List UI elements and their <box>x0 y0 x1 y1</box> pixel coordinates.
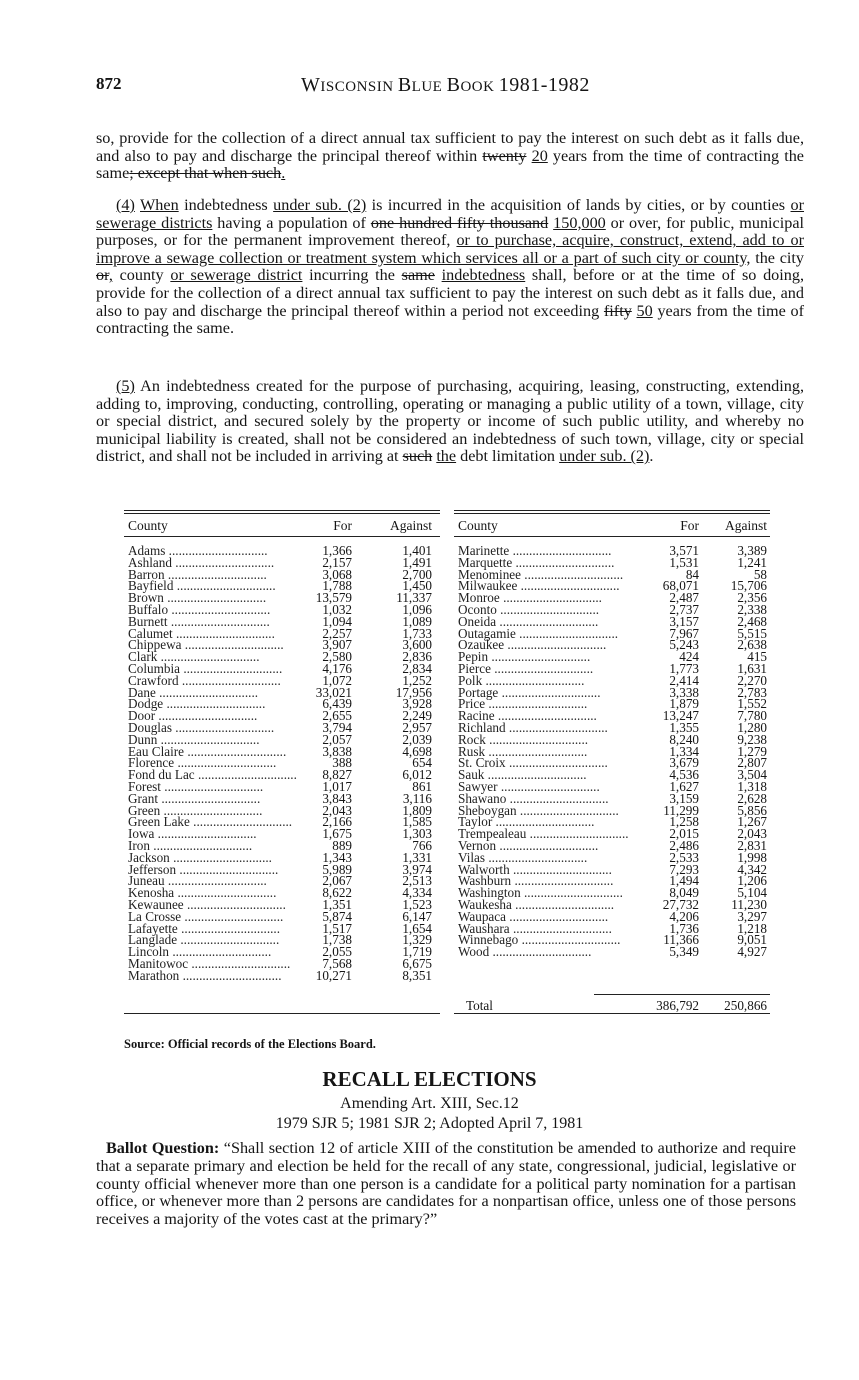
county-name: Polk .............................. <box>458 672 585 688</box>
rows-left <box>124 545 440 981</box>
votes-for: 889 <box>332 837 352 853</box>
county-name: Milwaukee .............................. <box>458 578 620 594</box>
ballot-question <box>96 1140 796 1229</box>
votes-for: 3,843 <box>322 790 352 806</box>
votes-for: 3,157 <box>669 613 699 629</box>
county-name: Brown .............................. <box>128 590 267 606</box>
county-name: Crawford .............................. <box>128 672 281 688</box>
county-name: Ashland .............................. <box>128 554 275 570</box>
ballot-text: “Shall section 12 of article XIII of the constitution be amended to authorize and require that a separate primary and election be held for the recall of any state, congressional, judicial, legislative or county official whenever more than one person is a candidate for a political party nomination for a partisan office, or whenever more than 2 persons are candidates for a nonpartisan office, unless one of those persons receives a majority of the votes cast at the primary?” <box>96 1139 796 1229</box>
county-name: Buffalo .............................. <box>128 601 271 617</box>
votes-against: 2,807 <box>737 755 767 771</box>
votes-against: 1,552 <box>737 696 767 712</box>
votes-against: 9,238 <box>737 731 767 747</box>
votes-for: 13,247 <box>662 708 699 724</box>
votes-against: 5,104 <box>737 885 767 901</box>
votes-against: 1,998 <box>737 849 767 865</box>
votes-against: 3,297 <box>737 908 767 924</box>
county-name: Lincoln .............................. <box>128 944 272 960</box>
table-row <box>454 946 770 958</box>
county-name: Grant .............................. <box>128 790 261 806</box>
votes-for: 5,349 <box>669 944 699 960</box>
votes-against: 1,252 <box>402 672 432 688</box>
votes-against: 11,337 <box>396 590 432 606</box>
votes-against: 58 <box>753 566 767 582</box>
votes-against: 2,831 <box>737 837 767 853</box>
votes-against: 17,956 <box>395 684 432 700</box>
county-name: Washburn .............................. <box>458 873 614 889</box>
total-for: 386,792 <box>656 998 699 1013</box>
votes-against: 1,329 <box>402 932 432 948</box>
votes-against: 415 <box>747 649 767 665</box>
votes-against: 4,342 <box>737 861 767 877</box>
votes-against: 8,351 <box>402 967 432 983</box>
votes-against: 6,147 <box>402 908 432 924</box>
votes-for: 68,071 <box>662 578 699 594</box>
county-name: Dunn .............................. <box>128 731 260 747</box>
votes-for: 1,736 <box>669 920 699 936</box>
header-against: Against <box>390 518 432 533</box>
votes-for: 1,517 <box>322 920 352 936</box>
county-name: Kewaunee .............................. <box>128 896 286 912</box>
county-name: Florence .............................. <box>128 755 277 771</box>
table-bottom-rule <box>124 1013 440 1014</box>
votes-against: 1,206 <box>737 873 767 889</box>
votes-for: 2,580 <box>322 649 352 665</box>
votes-for: 2,414 <box>669 672 699 688</box>
votes-for: 1,072 <box>322 672 352 688</box>
county-name: Sheboygan .............................. <box>458 802 619 818</box>
county-name: Rock .............................. <box>458 731 589 747</box>
votes-against: 4,927 <box>737 944 767 960</box>
votes-for: 1,017 <box>322 778 352 794</box>
votes-against: 2,513 <box>402 873 432 889</box>
votes-against: 4,334 <box>402 885 432 901</box>
header-county: County <box>128 518 168 533</box>
county-name: Marathon .............................. <box>128 967 282 983</box>
votes-for: 1,879 <box>669 696 699 712</box>
votes-for: 3,571 <box>669 543 699 558</box>
table-header <box>124 513 440 537</box>
votes-against: 3,974 <box>402 861 432 877</box>
votes-for: 11,366 <box>663 932 699 948</box>
votes-against: 1,733 <box>402 625 432 641</box>
votes-for: 13,579 <box>315 590 352 606</box>
county-name: Dodge .............................. <box>128 696 266 712</box>
section-amending: Amending Art. XIII, Sec.12 <box>340 1095 519 1112</box>
county-name: Waushara .............................. <box>458 920 612 936</box>
votes-for: 8,622 <box>322 885 352 901</box>
votes-for: 8,827 <box>322 767 352 783</box>
votes-for: 1,366 <box>322 543 352 558</box>
section-title: RECALL ELECTIONS <box>322 1067 537 1091</box>
votes-for: 1,788 <box>322 578 352 594</box>
county-name: Eau Claire .............................. <box>128 743 287 759</box>
running-title: WISCONSIN BLUE BOOK 1981-1982 <box>301 74 590 96</box>
votes-for: 3,838 <box>322 743 352 759</box>
county-name: Vernon .............................. <box>458 837 599 853</box>
votes-against: 1,267 <box>737 814 767 830</box>
votes-against: 1,654 <box>402 920 432 936</box>
county-name: Green .............................. <box>128 802 263 818</box>
county-name: Walworth .............................. <box>458 861 612 877</box>
votes-against: 11,230 <box>731 896 767 912</box>
county-name: Ozaukee .............................. <box>458 637 607 653</box>
votes-for: 2,655 <box>322 708 352 724</box>
county-name: Portage .............................. <box>458 684 601 700</box>
votes-for: 7,293 <box>669 861 699 877</box>
votes-for: 2,737 <box>669 601 699 617</box>
county-name: Oneida .............................. <box>458 613 599 629</box>
votes-for: 3,159 <box>669 790 699 806</box>
county-name: Wood .............................. <box>458 944 592 960</box>
votes-against: 15,706 <box>730 578 767 594</box>
votes-for: 3,907 <box>322 637 352 653</box>
votes-against: 2,338 <box>737 601 767 617</box>
votes-against: 2,249 <box>402 708 432 724</box>
votes-for: 4,206 <box>669 908 699 924</box>
votes-for: 5,243 <box>669 637 699 653</box>
votes-for: 2,043 <box>322 802 352 818</box>
votes-against: 1,279 <box>737 743 767 759</box>
county-name: Waukesha .............................. <box>458 896 615 912</box>
votes-against: 1,631 <box>737 660 767 676</box>
votes-for: 1,355 <box>669 719 699 735</box>
section-sjr: 1979 SJR 5; 1981 SJR 2; Adopted April 7, 1981 <box>275 1115 584 1132</box>
votes-against: 7,780 <box>737 708 767 724</box>
votes-against: 654 <box>412 755 432 771</box>
county-name: Shawano .............................. <box>458 790 609 806</box>
county-name: Langlade .............................. <box>128 932 280 948</box>
votes-against: 1,331 <box>402 849 432 865</box>
votes-against: 2,270 <box>737 672 767 688</box>
votes-against: 766 <box>412 837 432 853</box>
votes-against: 2,039 <box>402 731 432 747</box>
paragraph-continuation: so, provide for the collection of a direct annual tax sufficient to pay the interest on such debt as it falls due, and also to pay and discharge the principal thereof within twenty 20 years from the time of contracting the same; except that when such. <box>96 129 804 183</box>
county-name: Burnett .............................. <box>128 613 270 629</box>
county-name: Lafayette .............................. <box>128 920 280 936</box>
votes-against: 3,116 <box>402 790 432 806</box>
county-name: Marquette .............................. <box>458 554 615 570</box>
county-name: Price .............................. <box>458 696 588 712</box>
table-header <box>454 513 770 537</box>
total-row <box>454 998 770 1012</box>
page-header <box>96 74 803 104</box>
county-name: Adams .............................. <box>128 543 268 558</box>
header-against: Against <box>725 518 767 533</box>
votes-for: 1,627 <box>669 778 699 794</box>
county-name: Pepin .............................. <box>458 649 591 665</box>
votes-for: 3,794 <box>322 719 352 735</box>
votes-against: 1,318 <box>737 778 767 794</box>
paragraph-subsection-4: (4) When indebtedness under sub. (2) is incurred in the acquisition of lands by cities, or by counties or sewerage districts having a population of one hundred fifty thousand 150,000 or over, for public, municipal purposes, or for the permanent improvement thereof, or to purchase, acquire, construct, extend, add to or improve a sewage collection or treatment system which services all or a part of such city or county, the city or, county or sewerage district incurring the same indebtedness shall, before or at the time of so doing, provide for the collection of a direct annual tax sufficient to pay the interest on such debt as it falls due, and also to pay and discharge the principal thereof within a period not exceeding fifty 50 years from the time of contracting the same. <box>96 196 805 338</box>
votes-for: 1,094 <box>322 613 352 629</box>
county-name: Manitowoc .............................. <box>128 955 291 971</box>
votes-for: 7,967 <box>669 625 699 641</box>
county-name: Fond du Lac .............................. <box>128 767 297 783</box>
votes-for: 1,032 <box>322 601 352 617</box>
votes-against: 2,834 <box>402 660 432 676</box>
header-for: For <box>680 518 699 533</box>
total-label: Total <box>466 998 493 1013</box>
county-name: Menominee .............................. <box>458 566 624 582</box>
county-name: Kenosha .............................. <box>128 885 277 901</box>
table-bottom-rule <box>454 1013 770 1014</box>
paragraph-subsection-5: (5) An indebtedness created for the purpose of purchasing, acquiring, leasing, constructing, extending, adding to, improving, conducting, controlling, operating or managing a public utility of a town, village, city or special district, and secured solely by the property or income of such public utility, and whereby no municipal liability is created, shall not be considered an indebtedness of such town, village, city or special district, and shall not be included in arriving at such the debt limitation under sub. (2). <box>96 377 804 466</box>
votes-against: 2,957 <box>402 719 432 735</box>
county-name: Door .............................. <box>128 708 258 724</box>
county-name: Outagamie .............................. <box>458 625 619 641</box>
county-name: Dane .............................. <box>128 684 259 700</box>
county-name: Barron .............................. <box>128 566 267 582</box>
votes-for: 1,258 <box>669 814 699 830</box>
county-name: Columbia .............................. <box>128 660 283 676</box>
county-name: Winnebago .............................. <box>458 932 621 948</box>
votes-for: 84 <box>685 566 699 582</box>
ballot-label: Ballot Question: <box>106 1139 220 1157</box>
votes-against: 4,698 <box>402 743 432 759</box>
county-name: Trempealeau .............................. <box>458 826 629 842</box>
votes-for: 2,015 <box>669 826 699 842</box>
votes-for: 2,157 <box>322 554 352 570</box>
county-name: Clark .............................. <box>128 649 260 665</box>
votes-for: 1,738 <box>322 932 352 948</box>
votes-against: 2,043 <box>737 826 767 842</box>
votes-for: 2,487 <box>669 590 699 606</box>
votes-against: 5,515 <box>737 625 767 641</box>
votes-against: 3,928 <box>402 696 432 712</box>
votes-against: 1,809 <box>402 802 432 818</box>
vote-table-right <box>454 511 770 1013</box>
county-name: Sauk .............................. <box>458 767 587 783</box>
votes-against: 1,218 <box>737 920 767 936</box>
votes-for: 1,351 <box>322 896 352 912</box>
votes-for: 1,334 <box>669 743 699 759</box>
votes-for: 388 <box>332 755 352 771</box>
county-name: Chippewa .............................. <box>128 637 284 653</box>
county-name: Racine .............................. <box>458 708 597 724</box>
votes-for: 6,439 <box>322 696 352 712</box>
votes-for: 8,240 <box>669 731 699 747</box>
table-source-note: Source: Official records of the Elections Board. <box>124 1037 376 1051</box>
votes-for: 2,257 <box>322 625 352 641</box>
votes-against: 2,356 <box>737 590 767 606</box>
vote-table-left <box>124 511 440 981</box>
votes-against: 1,096 <box>402 601 432 617</box>
votes-for: 33,021 <box>315 684 352 700</box>
votes-for: 1,531 <box>669 554 699 570</box>
county-name: Calumet .............................. <box>128 625 275 641</box>
votes-against: 9,051 <box>737 932 767 948</box>
county-name: Waupaca .............................. <box>458 908 609 924</box>
county-name: Monroe .............................. <box>458 590 602 606</box>
county-name: Rusk .............................. <box>458 743 588 759</box>
votes-for: 1,675 <box>322 826 352 842</box>
county-name: Sawyer .............................. <box>458 778 600 794</box>
votes-against: 5,856 <box>737 802 767 818</box>
votes-against: 6,012 <box>402 767 432 783</box>
votes-against: 1,523 <box>402 896 432 912</box>
page-number: 872 <box>96 74 122 93</box>
county-name: Douglas .............................. <box>128 719 275 735</box>
votes-for: 2,486 <box>669 837 699 853</box>
votes-for: 2,533 <box>669 849 699 865</box>
county-name: Bayfield .............................. <box>128 578 276 594</box>
votes-against: 2,468 <box>737 613 767 629</box>
votes-against: 6,675 <box>402 955 432 971</box>
county-name: Juneau .............................. <box>128 873 267 889</box>
county-name: Pierce .............................. <box>458 660 594 676</box>
votes-for: 1,494 <box>669 873 699 889</box>
votes-for: 2,166 <box>322 814 352 830</box>
votes-for: 7,568 <box>322 955 352 971</box>
votes-for: 1,343 <box>322 849 352 865</box>
votes-against: 1,719 <box>402 944 432 960</box>
votes-for: 11,299 <box>663 802 699 818</box>
votes-for: 3,338 <box>669 684 699 700</box>
county-name: Iron .............................. <box>128 837 253 853</box>
votes-against: 2,638 <box>737 637 767 653</box>
votes-against: 2,836 <box>402 649 432 665</box>
county-name: Taylor .............................. <box>458 814 595 830</box>
votes-for: 5,989 <box>322 861 352 877</box>
votes-for: 3,679 <box>669 755 699 771</box>
county-name: Iowa .............................. <box>128 826 257 842</box>
county-name: St. Croix .............................. <box>458 755 608 771</box>
votes-against: 3,389 <box>737 543 767 558</box>
county-name: La Crosse .............................. <box>128 908 284 924</box>
votes-for: 424 <box>679 649 699 665</box>
header-county: County <box>458 518 498 533</box>
votes-for: 4,176 <box>322 660 352 676</box>
county-name: Jefferson .............................. <box>128 861 279 877</box>
total-rule <box>594 994 770 995</box>
votes-for: 2,067 <box>322 873 352 889</box>
county-name: Forest .............................. <box>128 778 264 794</box>
votes-for: 2,055 <box>322 944 352 960</box>
votes-for: 3,068 <box>322 566 352 582</box>
vote-table <box>124 511 767 1029</box>
votes-against: 1,401 <box>402 543 432 558</box>
votes-against: 1,450 <box>402 578 432 594</box>
votes-against: 1,491 <box>402 554 432 570</box>
votes-against: 2,628 <box>737 790 767 806</box>
votes-for: 2,057 <box>322 731 352 747</box>
votes-against: 3,600 <box>402 637 432 653</box>
county-name: Vilas .............................. <box>458 849 588 865</box>
votes-against: 2,700 <box>402 566 432 582</box>
county-name: Green Lake .............................. <box>128 814 293 830</box>
county-name: Richland .............................. <box>458 719 608 735</box>
header-for: For <box>333 518 352 533</box>
rows-right <box>454 545 770 958</box>
votes-for: 8,049 <box>669 885 699 901</box>
votes-against: 1,585 <box>402 814 432 830</box>
votes-against: 2,783 <box>737 684 767 700</box>
votes-against: 1,303 <box>402 826 432 842</box>
votes-against: 3,504 <box>737 767 767 783</box>
total-against: 250,866 <box>724 998 767 1013</box>
votes-for: 1,773 <box>669 660 699 676</box>
votes-for: 5,874 <box>322 908 352 924</box>
county-name: Oconto .............................. <box>458 601 600 617</box>
votes-against: 1,089 <box>402 613 432 629</box>
votes-for: 4,536 <box>669 767 699 783</box>
votes-against: 1,280 <box>737 719 767 735</box>
county-name: Washington .............................. <box>458 885 623 901</box>
votes-for: 27,732 <box>662 896 699 912</box>
votes-against: 1,241 <box>737 554 767 570</box>
votes-against: 861 <box>412 778 432 794</box>
table-row <box>124 967 440 983</box>
votes-for: 10,271 <box>315 967 352 983</box>
county-name: Marinette .............................. <box>458 543 612 558</box>
county-name: Jackson .............................. <box>128 849 272 865</box>
